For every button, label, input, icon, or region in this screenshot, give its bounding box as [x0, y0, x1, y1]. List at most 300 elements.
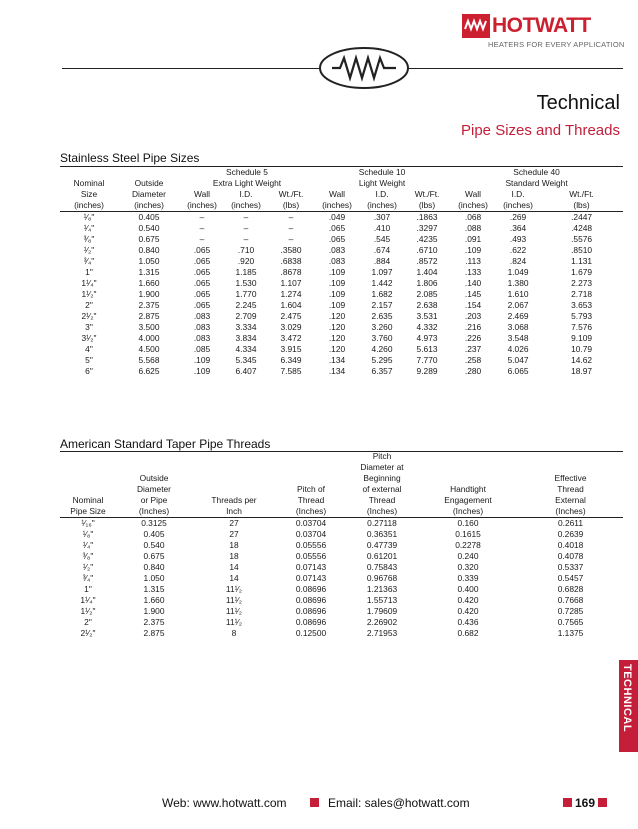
table-cell: ¹⁄₁₆": [81, 518, 95, 528]
table-cell: 6.407: [235, 366, 257, 376]
taper-header-cell: (Inches): [418, 506, 518, 518]
taper-table-head: [60, 451, 623, 518]
taper-header-cell: Handtight: [450, 484, 486, 494]
table-cell: 0.2639: [557, 529, 584, 539]
table-cell: .307: [373, 212, 391, 222]
table-cell: 3.334: [235, 322, 257, 332]
table-row: [60, 617, 623, 628]
brand-tagline: HEATERS FOR EVERY APPLICATION: [488, 40, 625, 49]
table-cell: 0.240: [457, 551, 479, 561]
table-cell: 0.420: [457, 606, 479, 616]
table-cell: .065: [193, 289, 211, 299]
table-cell: 4.973: [416, 333, 438, 343]
stainless-section-title: Stainless Steel Pipe Sizes: [60, 151, 200, 165]
table-cell: .2447: [571, 212, 593, 222]
table-cell: 3.653: [571, 300, 593, 310]
table-cell: 5.295: [371, 355, 393, 365]
table-cell: 4.260: [371, 344, 393, 354]
table-row: [60, 289, 623, 300]
table-cell: .065: [193, 300, 211, 310]
table-cell: 0.08696: [295, 606, 327, 616]
table-cell: .824: [509, 256, 527, 266]
table-cell: –: [199, 234, 205, 244]
table-cell: 27: [229, 518, 239, 528]
schedule-5-weight-label: Extra Light Weight: [212, 178, 282, 188]
table-cell: 0.7668: [557, 595, 584, 605]
table-cell: 3.531: [416, 311, 438, 321]
table-cell: .109: [193, 355, 211, 365]
s40-wt-header: Wt./Ft.: [569, 189, 594, 199]
table-cell: 1.380: [507, 278, 529, 288]
table-cell: –: [288, 212, 294, 222]
table-cell: 4.026: [507, 344, 529, 354]
s5-id-unit: (inches): [224, 200, 268, 212]
table-row: [60, 584, 623, 595]
table-cell: .674: [373, 245, 391, 255]
table-cell: 1.610: [507, 289, 529, 299]
table-cell: 1.049: [507, 267, 529, 277]
table-cell: .065: [193, 278, 211, 288]
table-cell: ¹⁄₂": [83, 245, 95, 255]
table-cell: .8678: [280, 267, 302, 277]
table-cell: 0.08696: [295, 595, 327, 605]
table-cell: .120: [328, 344, 346, 354]
table-row: [60, 573, 623, 584]
table-cell: 2": [84, 617, 92, 627]
table-cell: 1.21363: [366, 584, 398, 594]
table-cell: –: [288, 223, 294, 233]
table-cell: 0.320: [457, 562, 479, 572]
taper-header-cell: External: [555, 495, 586, 505]
table-cell: 0.3125: [141, 518, 167, 528]
taper-header-cell: Effective: [554, 473, 587, 483]
table-cell: .258: [464, 355, 482, 365]
table-cell: .5576: [571, 234, 593, 244]
schedule-5-header: [180, 167, 314, 178]
table-cell: 0.12500: [295, 628, 327, 638]
stainless-col-header-row-2: [60, 200, 623, 212]
table-cell: –: [199, 212, 205, 222]
taper-header-cell: of external: [362, 484, 402, 494]
table-cell: 2.71953: [366, 628, 398, 638]
table-cell: 0.08696: [295, 617, 327, 627]
table-cell: 2¹⁄₂": [81, 311, 97, 321]
table-cell: 1.050: [143, 573, 165, 583]
table-cell: .4235: [416, 234, 438, 244]
table-cell: 0.2278: [455, 540, 481, 550]
table-cell: 0.5457: [557, 573, 584, 583]
taper-header-row: [60, 451, 623, 462]
table-row: [60, 518, 623, 530]
s5-wt-unit: (lbs): [268, 200, 314, 212]
table-cell: .109: [464, 245, 482, 255]
taper-header-cell: [518, 462, 623, 473]
table-cell: 1.604: [280, 300, 302, 310]
table-cell: 1¹⁄₂": [80, 606, 96, 616]
table-cell: 14.62: [571, 355, 593, 365]
taper-header-row: [60, 473, 623, 484]
table-cell: 2.157: [371, 300, 393, 310]
table-row: [60, 223, 623, 234]
table-cell: 0.6828: [557, 584, 584, 594]
table-cell: 2.475: [280, 311, 302, 321]
table-cell: 6.625: [138, 366, 160, 376]
taper-table-body: [60, 518, 623, 640]
table-cell: 2.245: [235, 300, 257, 310]
table-cell: 1¹⁄₄": [80, 595, 96, 605]
taper-header-row: [60, 484, 623, 495]
stainless-col-header-row-1: [60, 189, 623, 200]
table-cell: .134: [328, 366, 346, 376]
table-cell: 2.067: [507, 300, 529, 310]
table-cell: 18.97: [571, 366, 593, 376]
nominal-header-1: Nominal: [73, 178, 105, 188]
table-cell: .1863: [416, 212, 438, 222]
table-cell: 2.635: [371, 311, 393, 321]
table-cell: 4": [85, 344, 93, 354]
table-cell: 1.315: [143, 584, 165, 594]
table-cell: 6.349: [280, 355, 302, 365]
table-cell: .145: [464, 289, 482, 299]
schedule-40-header: [450, 167, 623, 178]
table-cell: ³⁄₄": [83, 256, 95, 266]
table-cell: .154: [464, 300, 482, 310]
s40-wt-unit: (lbs): [540, 200, 623, 212]
table-cell: .280: [464, 366, 482, 376]
page-number-left-square-icon: [563, 798, 572, 807]
table-cell: 1": [85, 267, 93, 277]
table-cell: 0.2611: [558, 518, 583, 528]
table-cell: –: [243, 212, 249, 222]
taper-header-cell: Pitch of: [297, 484, 325, 494]
taper-header-cell: or Pipe: [140, 495, 168, 505]
taper-header-cell: [192, 473, 276, 484]
table-cell: 3.915: [280, 344, 302, 354]
taper-header-cell: Thread: [368, 495, 396, 505]
table-cell: .3580: [280, 245, 302, 255]
taper-header-cell: Nominal: [72, 495, 104, 505]
table-cell: 0.420: [457, 595, 479, 605]
taper-header-cell: [276, 462, 346, 473]
outside-unit: (inches): [118, 200, 180, 212]
taper-header-cell: (Inches): [116, 506, 192, 518]
table-cell: 0.27118: [367, 518, 397, 528]
page-title: Technical: [536, 92, 620, 114]
table-cell: 1.770: [235, 289, 257, 299]
table-cell: .083: [193, 322, 211, 332]
table-cell: 2.875: [138, 311, 160, 321]
table-cell: 4.334: [235, 344, 257, 354]
table-cell: .083: [328, 245, 346, 255]
table-row: [60, 562, 623, 573]
brand-name: HOTWATT: [492, 14, 591, 37]
table-cell: 0.400: [457, 584, 479, 594]
table-cell: ³⁄₄": [82, 573, 94, 583]
s40-id-header: I.D.: [511, 189, 525, 199]
table-cell: .088: [464, 223, 482, 233]
s10-wt-header: Wt./Ft.: [414, 189, 440, 199]
table-cell: 7.576: [571, 322, 593, 332]
table-cell: 1.530: [235, 278, 257, 288]
table-cell: 0.03704: [295, 529, 327, 539]
footer-divider-square-icon: [310, 798, 319, 807]
taper-header-cell: (Inches): [518, 506, 623, 518]
table-row: [60, 529, 623, 540]
table-cell: .091: [464, 234, 482, 244]
taper-header-cell: Pitch: [372, 451, 392, 461]
table-cell: .920: [237, 256, 255, 266]
table-cell: 0.540: [143, 540, 165, 550]
table-cell: 5.345: [235, 355, 257, 365]
table-cell: .6710: [416, 245, 438, 255]
table-cell: 1.682: [371, 289, 393, 299]
table-cell: 0.1615: [455, 529, 481, 539]
table-cell: .120: [328, 322, 346, 332]
table-cell: 0.36351: [366, 529, 398, 539]
table-cell: 10.79: [571, 344, 593, 354]
table-cell: .065: [328, 234, 346, 244]
table-cell: 8: [231, 628, 237, 638]
table-cell: 1.404: [416, 267, 438, 277]
table-cell: 3": [85, 322, 93, 332]
table-cell: 1.274: [280, 289, 302, 299]
table-cell: 1": [84, 584, 92, 594]
table-cell: 0.160: [457, 518, 479, 528]
table-cell: 3.260: [371, 322, 393, 332]
table-cell: 0.675: [138, 234, 160, 244]
table-cell: 0.405: [138, 212, 160, 222]
table-cell: .237: [464, 344, 482, 354]
table-cell: .410: [373, 223, 391, 233]
table-cell: 14: [229, 562, 239, 572]
table-row: [60, 628, 623, 639]
taper-header-cell: [418, 451, 518, 462]
table-cell: ³⁄₈": [83, 234, 95, 244]
s5-id-header: I.D.: [239, 189, 253, 199]
schedule-40-label: Schedule 40: [513, 167, 560, 177]
table-cell: .083: [193, 311, 211, 321]
table-cell: 1.442: [371, 278, 393, 288]
taper-header-cell: Engagement: [444, 495, 492, 505]
taper-header-row: [60, 495, 623, 506]
table-cell: 0.540: [138, 223, 160, 233]
table-cell: 14: [229, 573, 239, 583]
s40-id-unit: (inches): [496, 200, 540, 212]
table-cell: 0.840: [138, 245, 160, 255]
table-cell: 5.793: [571, 311, 593, 321]
table-row: [60, 366, 623, 377]
schedule-40-weight-label: Standard Weight: [505, 178, 568, 188]
taper-header-cell: (Inches): [276, 506, 346, 518]
table-cell: 1.660: [138, 278, 160, 288]
page-number: 169: [575, 796, 596, 810]
s10-wall-header: Wall: [329, 189, 345, 199]
table-cell: 2.375: [138, 300, 160, 310]
table-cell: 11¹⁄₂: [225, 606, 243, 616]
table-cell: 2.709: [235, 311, 257, 321]
taper-header-cell: Inch: [192, 506, 276, 518]
outside-header-2: Diameter: [132, 189, 166, 199]
nominal-header-2: Size: [80, 189, 98, 199]
table-cell: 2.469: [507, 311, 529, 321]
s10-wall-unit: (inches): [314, 200, 360, 212]
taper-header-cell: (Inches): [346, 506, 418, 518]
table-cell: 0.7565: [557, 617, 584, 627]
stainless-pipe-table: [60, 167, 623, 377]
table-row: [60, 333, 623, 344]
s5-wall-unit: (inches): [180, 200, 224, 212]
table-cell: 11¹⁄₂: [225, 584, 243, 594]
heater-element-emblem-icon: [318, 46, 410, 90]
table-cell: 11¹⁄₂: [225, 617, 243, 627]
table-cell: .6838: [280, 256, 302, 266]
table-cell: 1.900: [143, 606, 165, 616]
nominal-unit: (inches): [60, 200, 118, 212]
table-cell: 0.682: [457, 628, 479, 638]
taper-header-row: [60, 462, 623, 473]
table-cell: .8572: [416, 256, 438, 266]
table-cell: 3.760: [371, 333, 393, 343]
table-cell: .109: [328, 300, 346, 310]
table-cell: 0.07143: [295, 562, 327, 572]
table-row: [60, 595, 623, 606]
table-cell: .109: [193, 366, 211, 376]
table-cell: 0.96768: [366, 573, 398, 583]
stainless-table-body: [60, 212, 623, 378]
table-cell: 1.050: [138, 256, 160, 266]
table-cell: .109: [328, 289, 346, 299]
technical-side-tab[interactable]: [619, 660, 638, 752]
footer-web[interactable]: Web: www.hotwatt.com: [162, 796, 287, 810]
table-cell: 0.4078: [557, 551, 584, 561]
taper-header-cell: [60, 451, 116, 462]
table-cell: .545: [373, 234, 391, 244]
table-cell: 9.109: [571, 333, 593, 343]
table-cell: 9.289: [416, 366, 438, 376]
table-cell: .133: [464, 267, 482, 277]
table-cell: 11¹⁄₂: [225, 595, 243, 605]
schedule-10-header: [314, 167, 450, 178]
table-cell: 27: [229, 529, 239, 539]
s10-wt-unit: (lbs): [404, 200, 450, 212]
table-cell: .8510: [571, 245, 593, 255]
table-cell: 5.568: [138, 355, 160, 365]
table-cell: ¹⁄₄": [82, 540, 94, 550]
table-cell: .4248: [571, 223, 593, 233]
table-row: [60, 311, 623, 322]
table-cell: 5.613: [416, 344, 438, 354]
taper-header-cell: Diameter: [137, 484, 171, 494]
table-cell: 2": [85, 300, 93, 310]
table-cell: 0.08696: [295, 584, 327, 594]
table-cell: 4.500: [138, 344, 160, 354]
table-cell: –: [243, 234, 249, 244]
table-cell: .085: [193, 344, 211, 354]
footer-email[interactable]: Email: sales@hotwatt.com: [328, 796, 470, 810]
s40-wall-header: Wall: [465, 189, 482, 199]
page-subtitle: Pipe Sizes and Threads: [461, 122, 620, 139]
table-cell: ¹⁄₂": [82, 562, 94, 572]
table-cell: .065: [328, 223, 346, 233]
table-cell: .083: [193, 333, 211, 343]
table-cell: 0.61201: [366, 551, 398, 561]
table-cell: 0.675: [143, 551, 165, 561]
table-cell: 7.770: [416, 355, 438, 365]
table-cell: .884: [373, 256, 391, 266]
table-cell: –: [243, 223, 249, 233]
table-cell: 1.79609: [366, 606, 398, 616]
table-cell: 2.085: [416, 289, 438, 299]
table-row: [60, 256, 623, 267]
table-cell: 3.548: [507, 333, 529, 343]
table-cell: 0.75843: [366, 562, 398, 572]
table-cell: 0.436: [457, 617, 479, 627]
taper-header-cell: [116, 462, 192, 473]
taper-header-cell: [60, 473, 116, 484]
table-row: [60, 322, 623, 333]
taper-header-cell: [276, 473, 346, 484]
s40-wall-unit: (inches): [450, 200, 496, 212]
table-cell: 2.718: [571, 289, 593, 299]
table-row: [60, 355, 623, 366]
s5-wall-header: Wall: [194, 189, 210, 199]
table-cell: 6.065: [507, 366, 529, 376]
taper-header-cell: Pipe Size: [60, 506, 116, 518]
table-cell: 0.05556: [295, 551, 327, 561]
table-cell: ¹⁄₈": [82, 529, 94, 539]
table-cell: 0.840: [143, 562, 165, 572]
table-cell: 2.273: [571, 278, 593, 288]
table-cell: .226: [464, 333, 482, 343]
table-row: [60, 212, 623, 224]
s5-wt-header: Wt./Ft.: [278, 189, 304, 199]
stainless-group-header-row: [60, 167, 623, 178]
table-cell: 0.03704: [295, 518, 327, 528]
table-row: [60, 540, 623, 551]
table-cell: 0.339: [457, 573, 479, 583]
table-row: [60, 245, 623, 256]
taper-header-cell: [192, 451, 276, 462]
table-cell: .120: [328, 333, 346, 343]
taper-header-cell: [60, 462, 116, 473]
taper-header-cell: Outside: [139, 473, 169, 483]
table-cell: 0.07143: [295, 573, 327, 583]
table-cell: 6": [85, 366, 93, 376]
table-cell: .269: [509, 212, 527, 222]
taper-header-cell: [192, 462, 276, 473]
table-cell: .049: [328, 212, 346, 222]
table-cell: 1.806: [416, 278, 438, 288]
table-cell: 5.047: [507, 355, 529, 365]
table-cell: 3.500: [138, 322, 160, 332]
s10-id-unit: (inches): [360, 200, 404, 212]
taper-header-cell: [116, 451, 192, 462]
table-cell: 0.405: [143, 529, 165, 539]
schedule-5-label: Schedule 5: [226, 167, 268, 177]
table-row: [60, 300, 623, 311]
table-cell: 5": [85, 355, 93, 365]
table-cell: 18: [229, 551, 239, 561]
table-cell: 1.107: [280, 278, 302, 288]
hotwatt-logo: [462, 14, 625, 54]
table-cell: 2.26902: [366, 617, 398, 627]
table-cell: .3297: [416, 223, 438, 233]
table-cell: ¹⁄₈": [83, 212, 95, 222]
table-cell: 1.185: [235, 267, 257, 277]
taper-header-cell: [418, 473, 518, 484]
taper-header-cell: [192, 484, 276, 495]
table-cell: 1.55713: [366, 595, 398, 605]
